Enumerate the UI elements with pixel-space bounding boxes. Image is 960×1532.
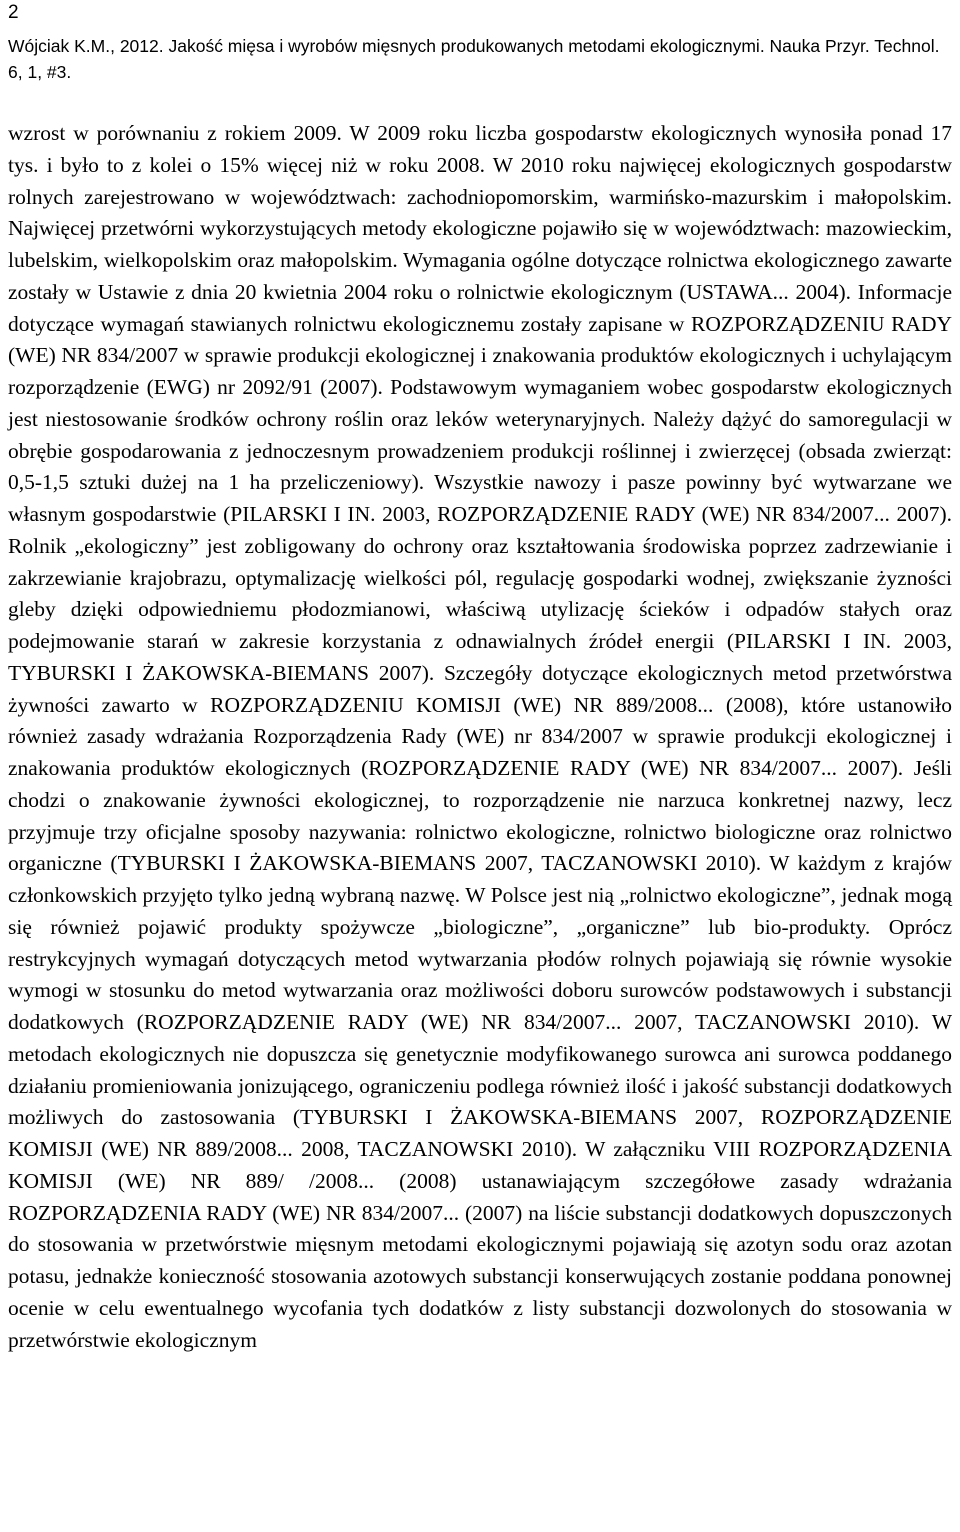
running-header-citation: Wójciak K.M., 2012. Jakość mięsa i wyrobów mięsnych produkowanych metodami ekologicznymi. Nauka Przyr. Technol. 6, 1, #3. bbox=[8, 36, 940, 82]
body-paragraph: wzrost w porównaniu z rokiem 2009. W 2009 roku liczba gospodarstw ekologicznych wynosiła ponad 17 tys. i było to z kolei o 15% więcej niż w roku 2008. W 2010 roku najwięcej ekologicznych gospodarstw rolnych zarejestrowano w województwach: zachodniopomorskim, warmińsko-mazurskim i małopolskim. Najwięcej przetwórni wykorzystujących metody ekologiczne pojawiło się w województwach: mazowieckim, lubelskim, wielkopolskim oraz małopolskim. Wymagania ogólne dotyczące rolnictwa ekologicznego zawarte zostały w Ustawie z dnia 20 kwietnia 2004 roku o rolnictwie ekologicznym (USTAWA... 2004). Informacje dotyczące wymagań stawianych rolnictwu ekologicznemu zostały zapisane w ROZPORZĄDZENIU RADY (WE) NR 834/2007 w sprawie produkcji ekologicznej i znakowania produktów ekologicznych i uchylającym rozporządzenie (EWG) nr 2092/91 (2007). Podstawowym wymaganiem wobec gospodarstw ekologicznych jest niestosowanie środków ochrony roślin oraz leków weterynaryjnych. Należy dążyć do samoregulacji w obrębie gospodarowania z jednoczesnym prowadzeniem produkcji roślinnej i zwierzęcej (obsada zwierząt: 0,5-1,5 sztuki dużej na 1 ha przeliczeniowy). Wszystkie nawozy i pasze powinny być wytwarzane we własnym gospodarstwie (PILARSKI I IN. 2003, ROZPORZĄDZENIE RADY (WE) NR 834/2007... 2007). Rolnik „ekologiczny” jest zobligowany do ochrony oraz kształtowania środowiska poprzez zadrzewianie i zakrzewianie krajobrazu, optymalizację wielkości pól, regulację gospodarki wodnej, zwiększanie żyzności gleby dzięki odpowiedniemu płodozmianowi, właściwą utylizację ścieków i odpadów stałych oraz podejmowanie starań w zakresie korzystania z odnawialnych źródeł energii (PILARSKI I IN. 2003, TYBURSKI I ŻAKOWSKA-BIEMANS 2007). Szczegóły dotyczące ekologicznych metod przetwórstwa żywności zawarto w ROZPORZĄDZENIU KOMISJI (WE) NR 889/2008... (2008), które ustanowiło również zasady wdrażania Rozporządzenia Rady (WE) nr 834/2007 w sprawie produkcji ekologicznej i znakowania produktów ekologicznych (ROZPORZĄDZENIE RADY (WE) NR 834/2007... 2007). Jeśli chodzi o znakowanie żywności ekologicznej, to rozporządzenie nie narzuca konkretnej nazwy, lecz przyjmuje trzy oficjalne sposoby nazywania: rolnictwo ekologiczne, rolnictwo biologiczne oraz rolnictwo organiczne (TYBURSKI I ŻAKOWSKA-BIEMANS 2007, TACZANOWSKI 2010). W każdym z krajów członkowskich przyjęto tylko jedną wybraną nazwę. W Polsce jest nią „rolnictwo ekologiczne”, jednak mogą się również pojawić produkty spożywcze „biologiczne”, „organiczne” lub bio-produkty. Oprócz restrykcyjnych wymagań dotyczących metod wytwarzania płodów rolnych pojawiają się równie wysokie wymogi w stosunku do metod wytwarzania oraz możliwości doboru surowców podstawowych i substancji dodatkowych (ROZPORZĄDZENIE RADY (WE) NR 834/2007... 2007, TACZANOWSKI 2010). W metodach ekologicznych nie dopuszcza się genetycznie modyfikowanego surowca ani surowca poddanego działaniu promieniowania jonizującego, ograniczeniu podlega również ilość i jakość substancji dodatkowych możliwych do zastosowania (TYBURSKI I ŻAKOWSKA-BIEMANS 2007, ROZPORZĄDZENIE KOMISJI (WE) NR 889/2008... 2008, TACZANOWSKI 2010). W załączniku VIII ROZPORZĄDZENIA KOMISJI (WE) NR 889/ /2008... (2008) ustanawiającym szczegółowe zasady wdrażania ROZPORZĄDZENIA RADY (WE) NR 834/2007... (2007) na liście substancji dodatkowych dopuszczonych do stosowania w przetwórstwie mięsnym metodami ekologicznymi pojawiają się azotyn sodu oraz azotan potasu, jednakże konieczność stosowania azotowych substancji konserwujących zostanie poddana ponownej ocenie w celu ewentualnego wycofania tych dodatków z listy substancji dozwolonych do stosowania w przetwórstwie ekologicznym bbox=[8, 121, 952, 1352]
page-number: 2 bbox=[8, 2, 19, 23]
